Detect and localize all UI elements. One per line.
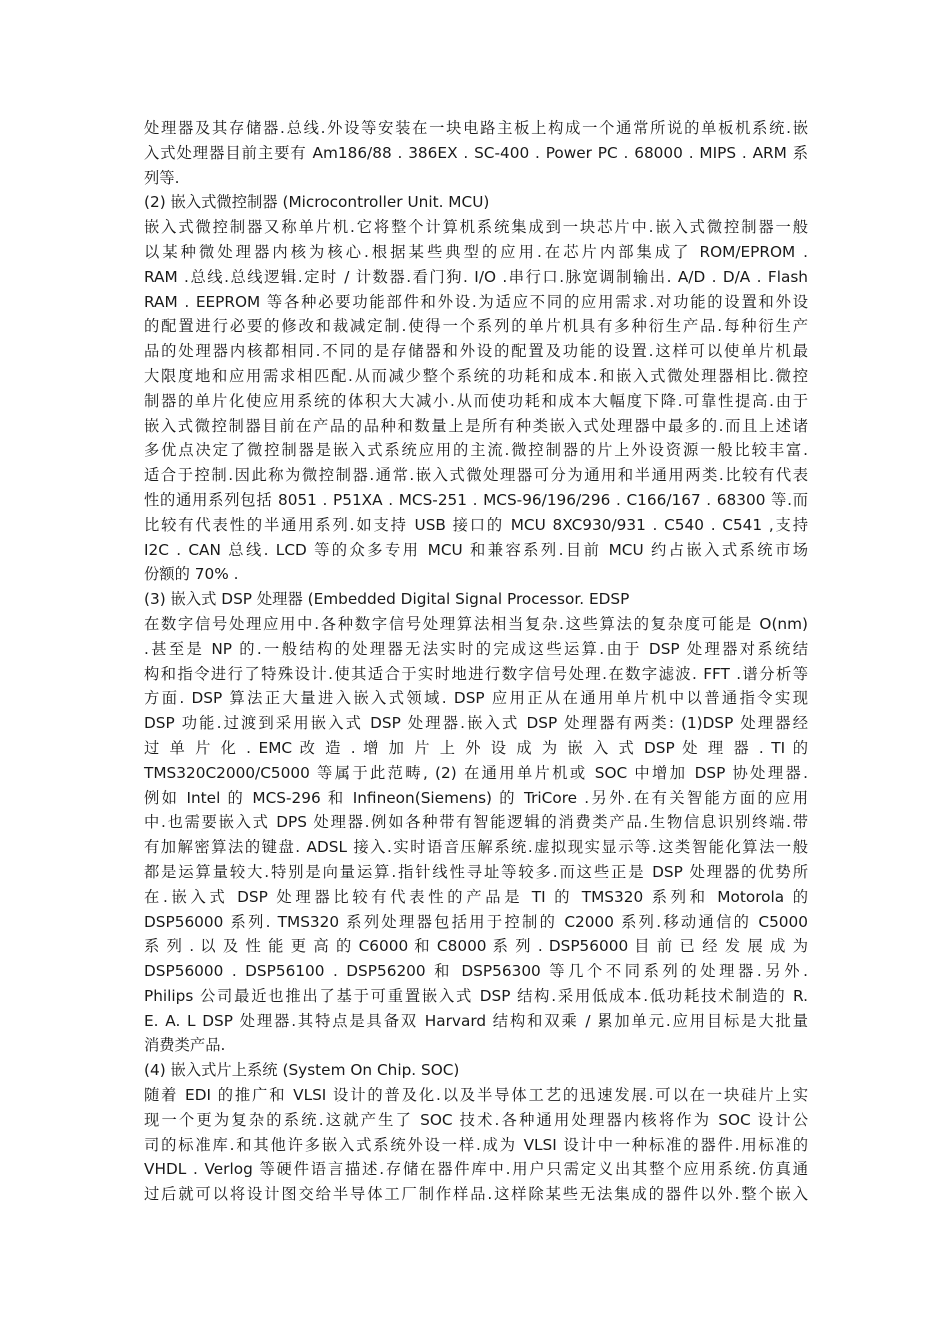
text-line: 列等. [144, 168, 180, 187]
text-line: 系 列 . 以 及 性 能 更 高 的 C6000 和 C8000 系 列 . DSP56000 目 前 已 经 发 展 成 为 [144, 937, 808, 956]
text-line: 在.嵌入式 DSP 处理器比较有代表性的产品是 TI 的 TMS320 系列和 Motorola 的 [144, 887, 808, 906]
text-line: Philips 公司最近也推出了基于可重置嵌入式 DSP 结构.采用低成本.低功耗技术制造的 R. [144, 986, 808, 1005]
text-line: 制器的单片化使应用系统的体积大大减小.从而使功耗和成本大幅度下降.可靠性提高.由于 [144, 391, 808, 410]
document-page [144, 116, 808, 1207]
text-line: 嵌入式微控制器目前在产品的品种和数量上是所有种类嵌入式处理器中最多的.而且上述诸 [144, 416, 808, 435]
text-line: 品的处理器内核都相同.不同的是存储器和外设的配置及功能的设置.这样可以使单片机最 [144, 342, 808, 361]
text-line: 司的标准库.和其他许多嵌入式系统外设一样.成为 VLSI 设计中一种标准的器件.用标准的 [144, 1135, 808, 1154]
text-line: RAM . EEPROM 等各种必要功能部件和外设.为适应不同的应用需求.对功能的设置和外设 [144, 292, 808, 311]
text-line: 适合于控制.因此称为微控制器.通常.嵌入式微处理器可分为通用和半通用两类.比较有代表 [144, 466, 808, 485]
text-line: 性的通用系列包括 8051 . P51XA . MCS-251 . MCS-96/196/296 . C166/167 . 68300 等.而 [144, 490, 808, 509]
text-line: 以某种微处理器内核为核心.根据某些典型的应用.在芯片内部集成了 ROM/EPROM . [144, 242, 808, 261]
text-line: 都是运算量较大.特别是向量运算.指针线性寻址等较多.而这些正是 DSP 处理器的优势所 [144, 862, 808, 881]
text-line: 嵌入式微控制器又称单片机.它将整个计算机系统集成到一块芯片中.嵌入式微控制器一般 [144, 218, 808, 237]
text-line: (3) 嵌入式 DSP 处理器 (Embedded Digital Signal Processor. EDSP [144, 590, 630, 609]
text-line: RAM .总线.总线逻辑.定时 / 计数器.看门狗. I/O .串行口.脉宽调制输出. A/D . D/A . Flash [144, 267, 808, 286]
text-line: TMS320C2000/C5000 等属于此范畴, (2) 在通用单片机或 SOC 中增加 DSP 协处理器. [144, 763, 808, 782]
text-line: 例如 Intel 的 MCS-296 和 Infineon(Siemens) 的 TriCore .另外.在有关智能方面的应用 [144, 788, 808, 807]
text-line: 份额的 70% . [144, 565, 239, 584]
text-line: 构和指令进行了特殊设计.使其适合于实时地进行数字信号处理.在数字滤波. FFT .谱分析等 [144, 664, 808, 683]
text-line: 消费类产品. [144, 1036, 226, 1055]
text-line: 方面. DSP 算法正大量进入嵌入式领域. DSP 应用正从在通用单片机中以普通指令实现 [144, 689, 808, 708]
text-line: 随着 EDI 的推广和 VLSI 设计的普及化.以及半导体工艺的迅速发展.可以在一块硅片上实 [144, 1086, 808, 1105]
text-line: 大限度地和应用需求相匹配.从而减少整个系统的功耗和成本.和嵌入式微处理器相比.微控 [144, 366, 808, 385]
text-line: 入式处理器目前主要有 Am186/88 . 386EX . SC-400 . Power PC . 68000 . MIPS . ARM 系 [144, 143, 808, 162]
text-line: DSP56000 . DSP56100 . DSP56200 和 DSP56300 等几个不同系列的处理器.另外. [144, 962, 808, 981]
text-line: DSP 功能.过渡到采用嵌入式 DSP 处理器.嵌入式 DSP 处理器有两类: (1)DSP 处理器经 [144, 714, 808, 733]
text-line: E. A. L DSP 处理器.其特点是具备双 Harvard 结构和双乘 / 累加单元.应用目标是大批量 [144, 1011, 808, 1030]
text-line: 过 单 片 化 . EMC 改 造 . 增 加 片 上 外 设 成 为 嵌 入 式 DSP 处 理 器 . TI 的 [144, 738, 808, 757]
text-line: VHDL . Verlog 等硬件语言描述.存储在器件库中.用户只需定义出其整个应用系统.仿真通 [144, 1160, 808, 1179]
text-line: 比较有代表性的半通用系列.如支持 USB 接口的 MCU 8XC930/931 . C540 . C541 ,支持 [144, 515, 808, 534]
text-line: 过后就可以将设计图交给半导体工厂制作样品.这样除某些无法集成的器件以外.整个嵌入 [144, 1185, 808, 1204]
text-line: 在数字信号处理应用中.各种数字信号处理算法相当复杂.这些算法的复杂度可能是 O(nm) [144, 614, 808, 633]
text-line: (4) 嵌入式片上系统 (System On Chip. SOC) [144, 1061, 460, 1080]
text-line: 现一个更为复杂的系统.这就产生了 SOC 技术.各种通用处理器内核将作为 SOC 设计公 [144, 1110, 808, 1129]
text-line: DSP56000 系列. TMS320 系列处理器包括用于控制的 C2000 系列.移动通信的 C5000 [144, 912, 808, 931]
text-line: 多优点决定了微控制器是嵌入式系统应用的主流.微控制器的片上外设资源一般比较丰富. [144, 441, 808, 460]
text-line: .甚至是 NP 的.一般结构的处理器无法实时的完成这些运算.由于 DSP 处理器对系统结 [144, 639, 808, 658]
text-line: (2) 嵌入式微控制器 (Microcontroller Unit. MCU) [144, 193, 490, 212]
text-line: 有加解密算法的键盘. ADSL 接入.实时语音压解系统.虚拟现实显示等.这类智能化算法一般 [144, 838, 808, 857]
text-line: 中.也需要嵌入式 DPS 处理器.例如各种带有智能逻辑的消费类产品.生物信息识别终端.带 [144, 813, 808, 832]
text-line: I2C . CAN 总线. LCD 等的众多专用 MCU 和兼容系列.目前 MCU 约占嵌入式系统市场 [144, 540, 808, 559]
text-line: 的配置进行必要的修改和裁减定制.使得一个系列的单片机具有多种衍生产品.每种衍生产 [144, 317, 808, 336]
text-line: 处理器及其存储器.总线.外设等安装在一块电路主板上构成一个通常所说的单板机系统.嵌 [144, 119, 808, 137]
